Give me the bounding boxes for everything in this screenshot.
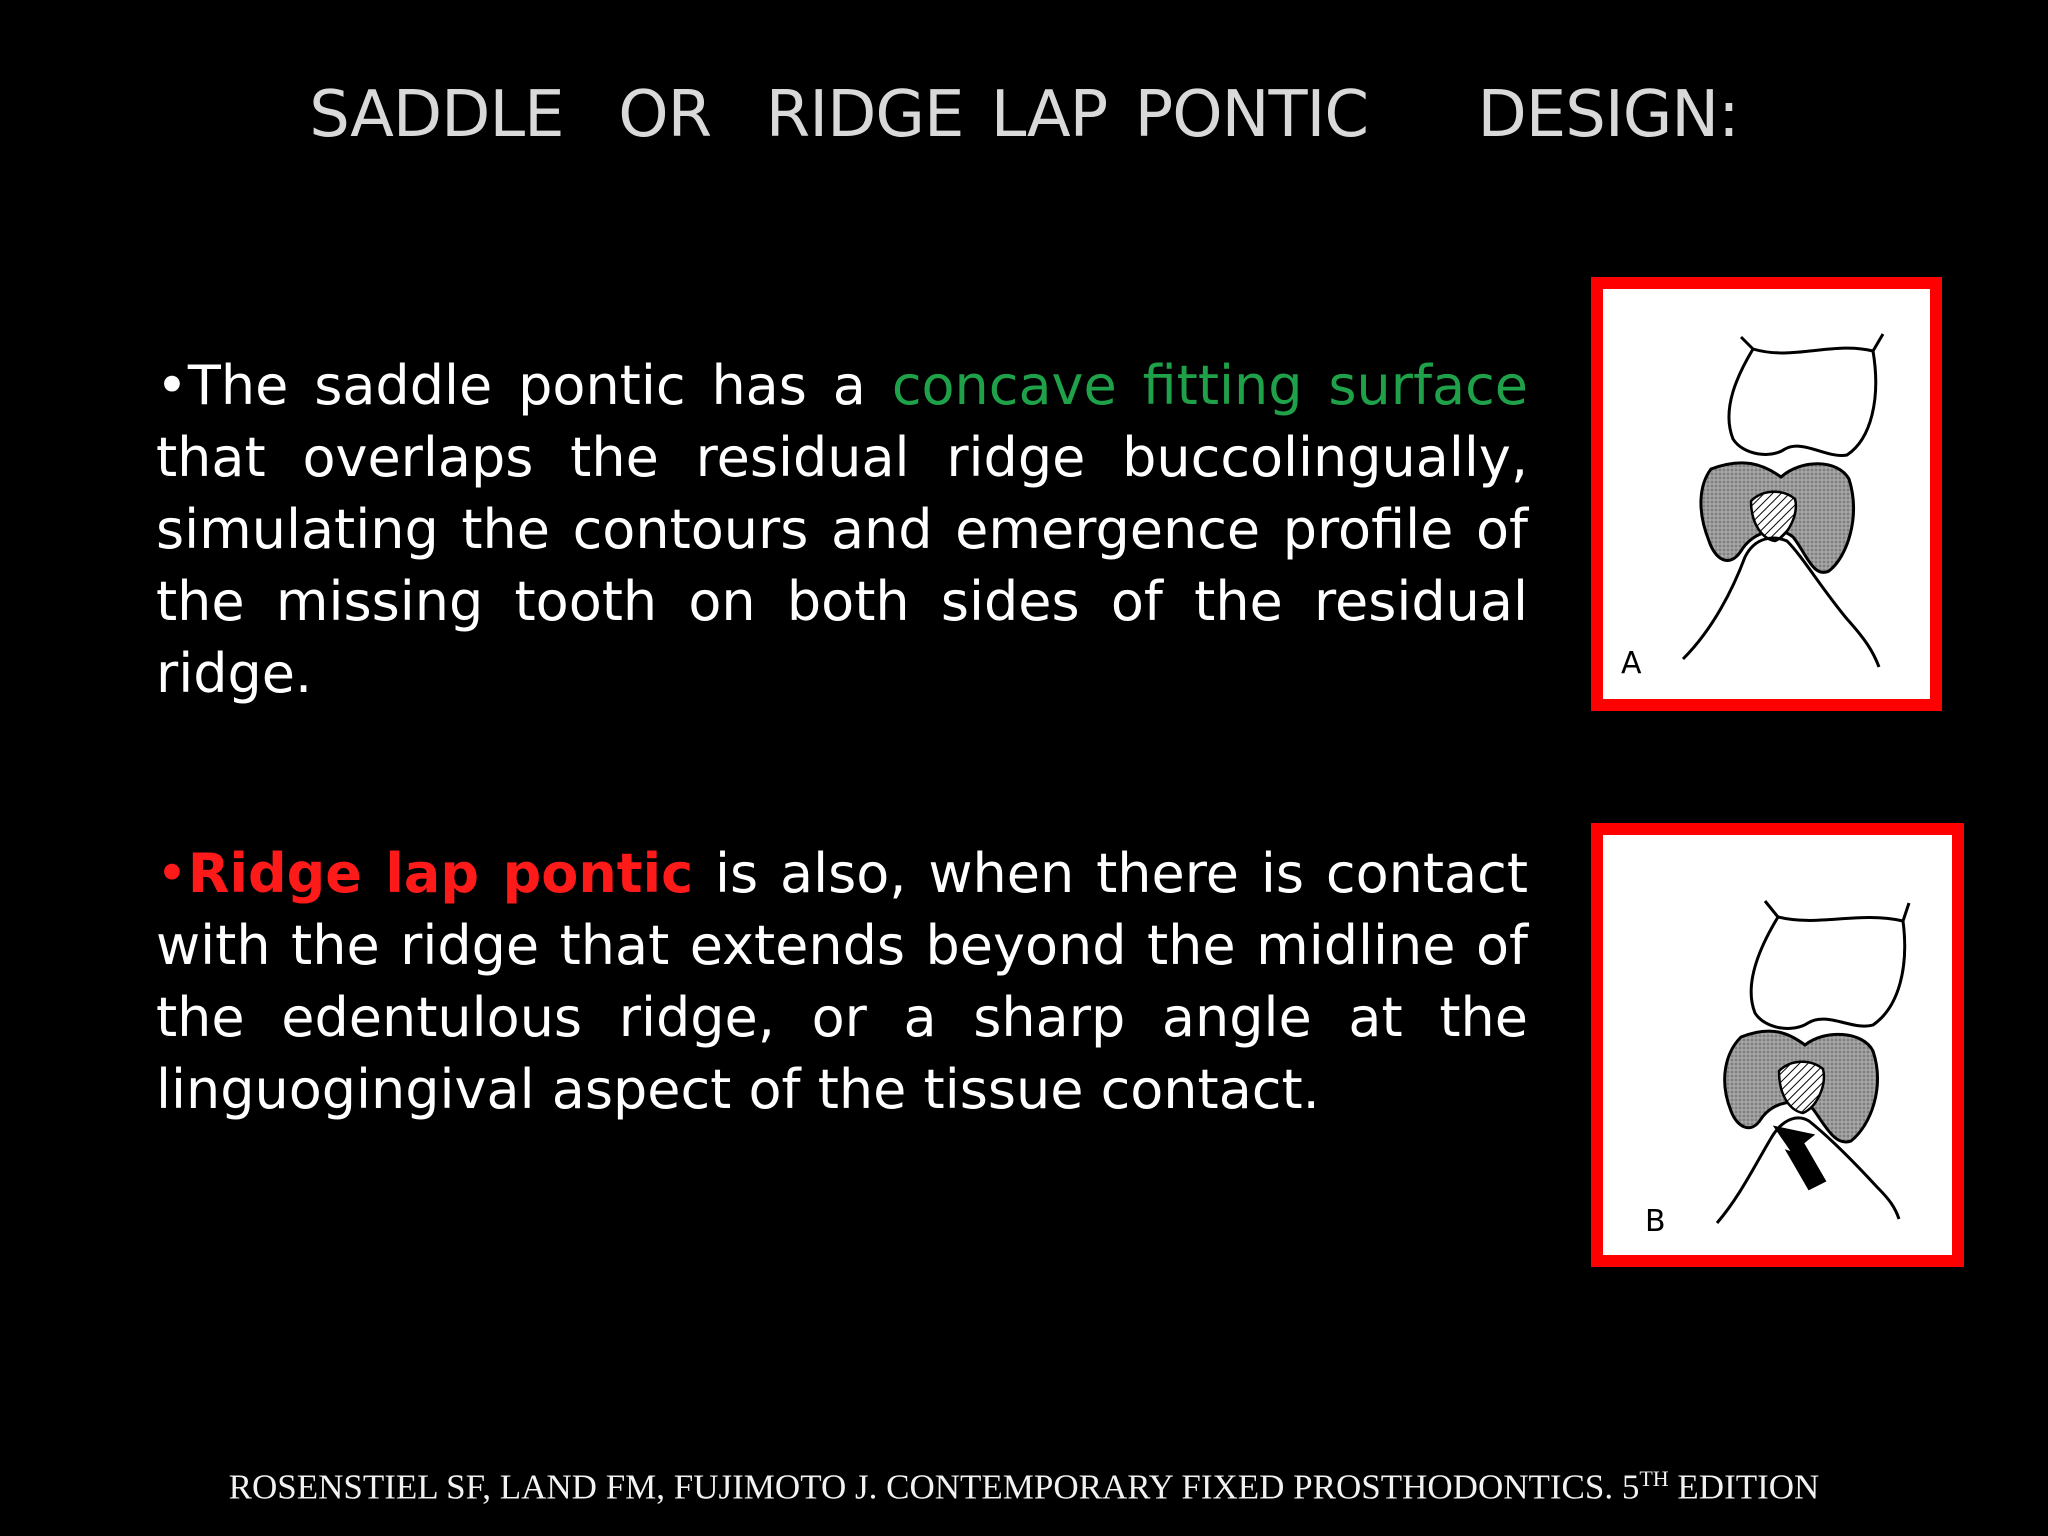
highlight-concave-fitting-surface: concave fitting surface <box>891 354 1528 417</box>
highlight-ridge-lap-pontic: Ridge lap pontic <box>187 842 694 905</box>
bullet: • <box>156 842 188 905</box>
citation-footer <box>0 1466 2048 1508</box>
paragraph-ridge-lap-pontic <box>156 838 1528 1126</box>
arrow-icon <box>1775 1127 1825 1189</box>
bullet: • <box>156 354 188 417</box>
figure-b-ridge-lap-pontic <box>1591 823 1964 1267</box>
citation-main: ROSENSTIEL SF, LAND FM, FUJIMOTO J. CONTEMPORARY FIXED PROSTHODONTICS. 5 <box>228 1467 1640 1507</box>
para1-text-after: that overlaps the residual ridge buccolingually, simulating the contours and emergence profile of the missing tooth on both sides of the residual ridge. <box>156 426 1528 705</box>
paragraph-saddle-pontic <box>156 350 1528 710</box>
ridge-lap-pontic-diagram <box>1603 835 1952 1255</box>
slide-title: SADDLE OR RIDGE LAP PONTIC DESIGN: <box>309 78 1739 152</box>
citation-superscript: TH <box>1639 1466 1669 1491</box>
figure-a-saddle-pontic <box>1591 277 1942 711</box>
saddle-pontic-diagram <box>1603 289 1930 699</box>
figure-a-label: A <box>1621 646 1642 681</box>
citation-tail: EDITION <box>1668 1467 1820 1507</box>
figure-b-label: B <box>1645 1204 1666 1239</box>
para2-text-after: is also, when there is contact with the ridge that extends beyond the midline of the edentulous ridge, or a sharp angle at the linguogingival aspect of the tissue contact. <box>156 842 1528 1121</box>
para1-text-before: The saddle pontic has a <box>187 354 892 417</box>
